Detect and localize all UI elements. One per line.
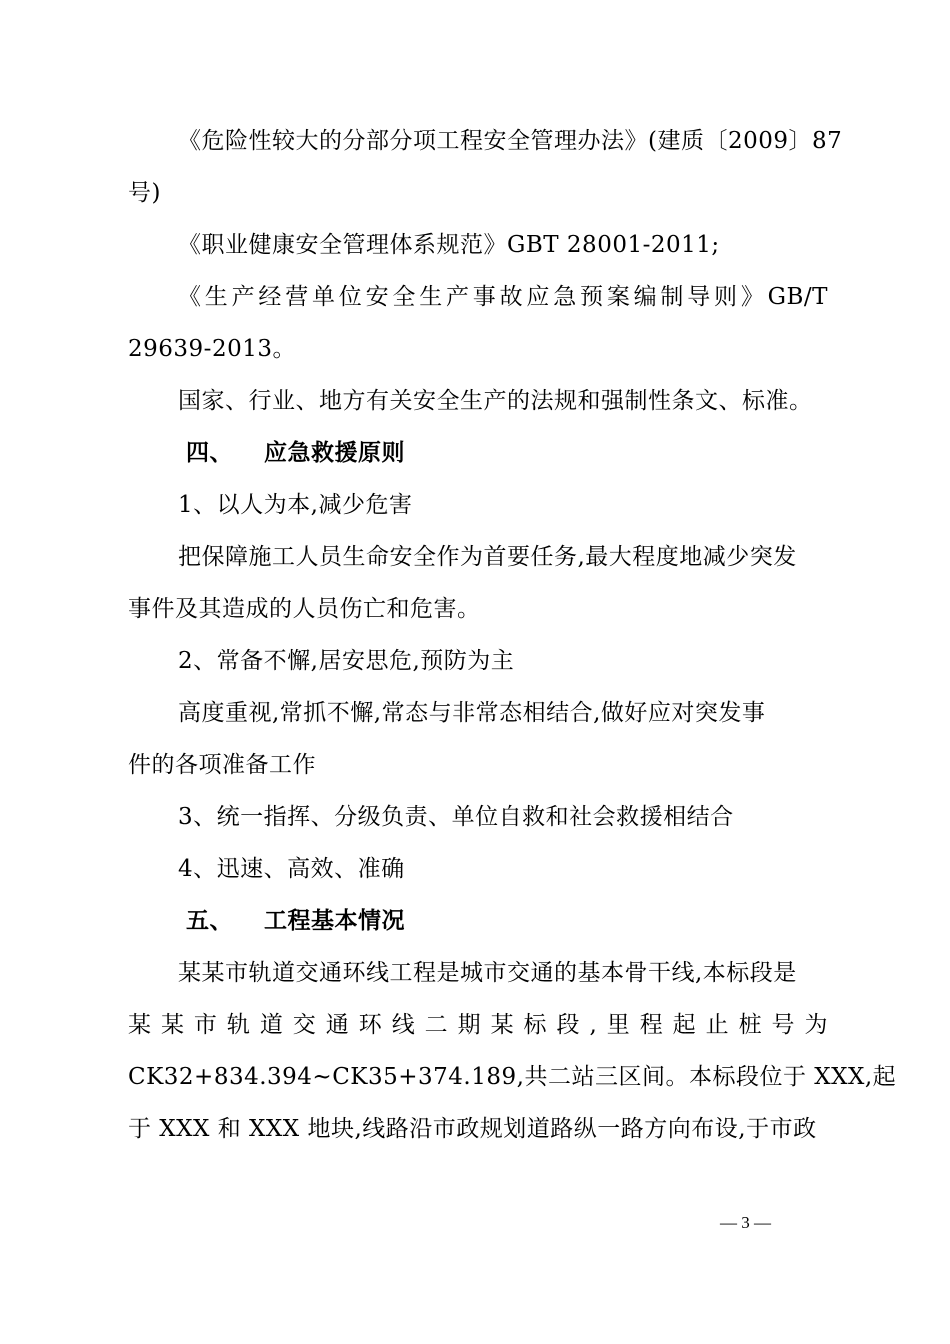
reference-line-3: 《生产经营单位安全生产事故应急预案编制导则》GB/T xyxy=(178,284,828,310)
reference-line-1: 《危险性较大的分部分项工程安全管理办法》(建质〔2009〕87 xyxy=(178,128,843,154)
principle-2-body-cont: 件的各项准备工作 xyxy=(128,752,316,778)
section-number: 五、 xyxy=(186,908,233,934)
project-paragraph-line-3: CK32+834.394~CK35+374.189,共二站三区间。本标段位于 XXX,起 xyxy=(128,1064,897,1090)
principle-3-title: 3、统一指挥、分级负责、单位自救和社会救援相结合 xyxy=(178,804,734,830)
principle-2-title: 2、常备不懈,居安思危,预防为主 xyxy=(178,648,515,674)
section-title: 工程基本情况 xyxy=(264,908,405,934)
principle-2-body: 高度重视,常抓不懈,常态与非常态相结合,做好应对突发事 xyxy=(178,700,766,726)
reference-line-2: 《职业健康安全管理体系规范》GBT 28001-2011; xyxy=(178,232,720,258)
project-paragraph-line-4: 于 XXX 和 XXX 地块,线路沿市政规划道路纵一路方向布设,于市政 xyxy=(128,1116,817,1142)
section-title: 应急救援原则 xyxy=(264,440,405,466)
principle-1-body-cont: 事件及其造成的人员伤亡和危害。 xyxy=(128,596,481,622)
principle-1-title: 1、以人为本,减少危害 xyxy=(178,492,413,518)
reference-line-1-cont: 号) xyxy=(128,180,161,206)
principle-1-body: 把保障施工人员生命安全作为首要任务,最大程度地减少突发 xyxy=(178,544,797,570)
section-heading-4 xyxy=(186,438,405,468)
section-heading-5 xyxy=(186,906,405,936)
project-paragraph-line-2: 某某市轨道交通环线二期某标段,里程起止桩号为 xyxy=(128,1012,828,1038)
page-number: — 3 — xyxy=(720,1213,771,1232)
section-number: 四、 xyxy=(186,440,233,466)
reference-line-4: 国家、行业、地方有关安全生产的法规和强制性条文、标准。 xyxy=(178,388,813,414)
principle-4-title: 4、迅速、高效、准确 xyxy=(178,856,405,882)
project-paragraph-line-1: 某某市轨道交通环线工程是城市交通的基本骨干线,本标段是 xyxy=(178,960,797,986)
reference-line-3-cont: 29639-2013。 xyxy=(128,336,296,362)
